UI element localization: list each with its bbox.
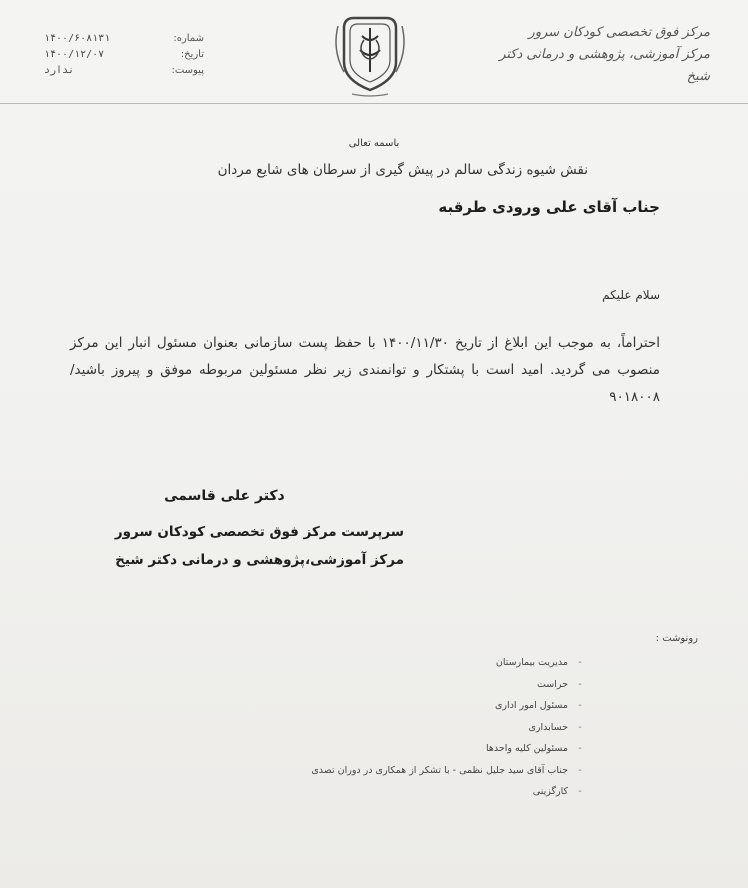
cc-item-text: مدیریت بیمارستان [495,657,568,669]
cc-item-text: مسئولین کلیه واحدها [486,743,568,755]
cc-item-text: جناب آقای سید جلیل نظمی - با تشکر از همکاری در دوران تصدی [311,764,568,776]
cc-item [148,674,588,696]
meta-number [44,30,204,46]
dash-icon: - [578,764,582,776]
dash-icon: - [578,721,582,733]
meta-label: تاریخ: [180,48,204,60]
signer-title: سرپرست مرکز فوق تخصصی کودکان سرور [114,524,404,540]
organization-name [490,22,710,88]
org-line: مرکز فوق تخصصی کودکان سرور [528,25,710,40]
header-divider [0,103,748,104]
dash-icon: - [578,657,582,669]
dash-icon: - [578,743,582,755]
letter-subject: نقش شیوه زندگی سالم در پیش گیری از سرطان های شایع مردان [217,162,588,178]
cc-title: رونوشت : [655,633,698,644]
meta-label: شماره: [173,32,204,44]
letter-recipient: جناب آقای علی ورودی طرقبه [438,198,660,216]
signature-block [115,488,404,574]
meta-date [44,46,204,62]
cc-item [148,760,588,782]
cc-list [148,652,588,803]
cc-item [148,781,588,803]
meta-label: پیوست: [171,64,204,76]
cc-item-text: مسئول امور اداری [494,700,568,712]
letter-greeting: سلام علیکم [602,288,660,302]
letter-meta [44,30,204,78]
dash-icon: - [578,700,582,712]
cc-item [148,695,588,717]
meta-value: ۱۴۰۰/۱۲/۰۷ [44,48,105,60]
dash-icon: - [578,678,582,690]
cc-item-text: حسابداری [528,721,568,733]
meta-value: ۱۴۰۰/۶۰۸۱۳۱ [44,32,111,44]
dash-icon: - [578,786,582,798]
signer-organization: مرکز آموزشی،پژوهشی و درمانی دکتر شیخ [115,552,404,568]
bismillah: باسمه تعالی [348,138,400,149]
meta-attachment [44,62,204,78]
cc-item [148,652,588,674]
cc-item [148,738,588,760]
university-emblem-icon [330,10,410,98]
cc-item [148,717,588,739]
cc-item-text: کارگزینی [532,786,568,798]
letter-body: احتراماً، به موجب این ابلاغ از تاریخ ۱۴۰۰/۱۱/۳۰ با حفظ پست سازمانی بعنوان مسئول انبار این مرکز منصوب می گردید. امید است با پشتکار و توانمندی زیر نظر مسئولین مربوطه موفق و پیروز باشید/۹۰۱۸۰۰۸ [70,335,660,405]
signer-name: دکتر علی قاسمی [164,488,285,504]
cc-item-text: حراست [536,678,568,690]
org-line: مرکز آموزشی، پژوهشی و درمانی دکتر شیخ [499,47,710,84]
meta-value: ندارد [44,64,75,76]
